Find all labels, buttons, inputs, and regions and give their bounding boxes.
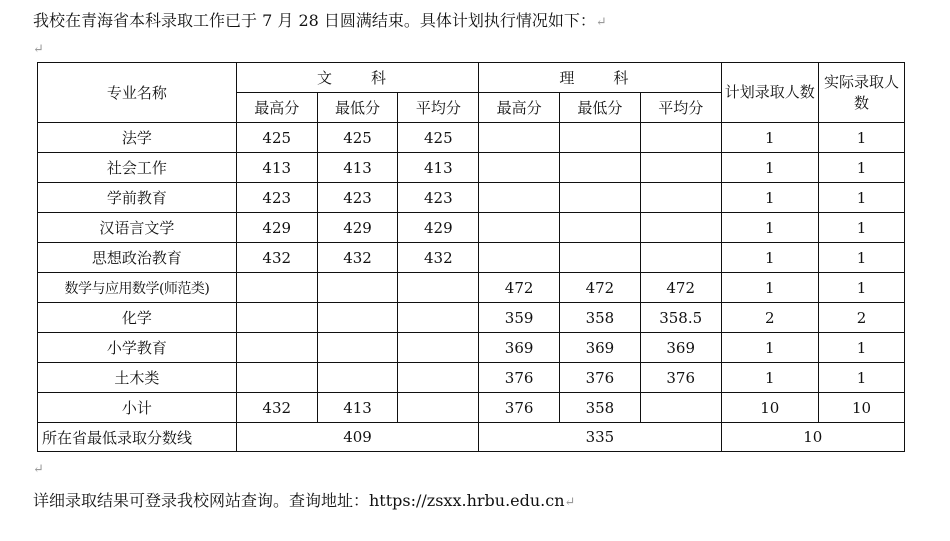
- planned-cell: 1: [721, 153, 818, 183]
- la-min-cell: [317, 333, 398, 363]
- blank-line: [33, 458, 44, 477]
- sc-min-cell: [560, 243, 641, 273]
- table-row: [38, 243, 905, 273]
- header-actual: 实际录取人数: [818, 63, 904, 123]
- header-la-min: 最低分: [317, 93, 398, 123]
- table-row: [38, 153, 905, 183]
- la-min-cell: 423: [317, 183, 398, 213]
- actual-cell: 1: [818, 123, 904, 153]
- la-max-cell: 425: [236, 123, 317, 153]
- intro-text: 我校在青海省本科录取工作已于 7 月 28 日圆满结束。具体计划执行情况如下：: [33, 11, 596, 30]
- sc-min-cell: [560, 153, 641, 183]
- sc-min-cell: 472: [560, 273, 641, 303]
- la-min-cell: 429: [317, 213, 398, 243]
- major-cell: 社会工作: [38, 153, 237, 183]
- paragraph-mark: ↵: [595, 15, 607, 30]
- la-avg-cell: [398, 273, 479, 303]
- la-avg-cell: [398, 393, 479, 423]
- sc-min-cell: 358: [560, 393, 641, 423]
- major-cell: 小学教育: [38, 333, 237, 363]
- actual-cell: 1: [818, 243, 904, 273]
- header-liberal-arts: [236, 63, 478, 93]
- sc-min-cell: [560, 123, 641, 153]
- planned-cell: 1: [721, 123, 818, 153]
- sc-avg-cell: [640, 153, 721, 183]
- sc-avg-cell: [640, 183, 721, 213]
- la-min-cell: [317, 273, 398, 303]
- baseline-science: 335: [479, 423, 721, 452]
- major-cell: 学前教育: [38, 183, 237, 213]
- header-sc-avg: 平均分: [640, 93, 721, 123]
- header-planned: 计划录取人数: [721, 63, 818, 123]
- baseline-total: 10: [721, 423, 904, 452]
- paragraph-mark: ↵: [564, 495, 576, 510]
- paragraph-mark: ↵: [33, 462, 44, 477]
- la-max-cell: [236, 363, 317, 393]
- sc-avg-cell: 376: [640, 363, 721, 393]
- actual-cell: 1: [818, 333, 904, 363]
- major-cell: 数学与应用数学(师范类): [38, 273, 237, 303]
- major-cell: 法学: [38, 123, 237, 153]
- la-min-cell: 425: [317, 123, 398, 153]
- baseline-label: 所在省最低录取分数线: [38, 423, 237, 452]
- table-row: [38, 333, 905, 363]
- la-max-cell: 413: [236, 153, 317, 183]
- actual-cell: 1: [818, 153, 904, 183]
- sc-max-cell: 376: [479, 393, 560, 423]
- sc-max-cell: [479, 243, 560, 273]
- la-max-cell: 429: [236, 213, 317, 243]
- sc-avg-cell: [640, 243, 721, 273]
- planned-cell: 1: [721, 273, 818, 303]
- paragraph-mark: ↵: [33, 42, 44, 57]
- sc-avg-cell: 369: [640, 333, 721, 363]
- la-max-cell: [236, 303, 317, 333]
- planned-cell: 1: [721, 333, 818, 363]
- footer-text: 详细录取结果可登录我校网站查询。查询地址：https://zsxx.hrbu.edu.cn: [33, 491, 565, 510]
- la-max-cell: [236, 333, 317, 363]
- la-avg-cell: [398, 363, 479, 393]
- la-avg-cell: 425: [398, 123, 479, 153]
- sc-avg-cell: [640, 123, 721, 153]
- major-cell: 思想政治教育: [38, 243, 237, 273]
- sc-avg-cell: [640, 213, 721, 243]
- actual-cell: 1: [818, 273, 904, 303]
- actual-cell: 2: [818, 303, 904, 333]
- table-row: [38, 213, 905, 243]
- table-row: [38, 303, 905, 333]
- actual-cell: 1: [818, 183, 904, 213]
- sc-min-cell: 376: [560, 363, 641, 393]
- sc-min-cell: [560, 213, 641, 243]
- la-max-cell: [236, 273, 317, 303]
- planned-cell: 2: [721, 303, 818, 333]
- sc-min-cell: 358: [560, 303, 641, 333]
- planned-cell: 1: [721, 213, 818, 243]
- table-row: [38, 183, 905, 213]
- footer-paragraph: [33, 488, 575, 511]
- la-min-cell: [317, 303, 398, 333]
- sc-min-cell: 369: [560, 333, 641, 363]
- actual-cell: 1: [818, 213, 904, 243]
- la-avg-cell: 432: [398, 243, 479, 273]
- sc-min-cell: [560, 183, 641, 213]
- la-max-cell: 432: [236, 243, 317, 273]
- intro-paragraph: [33, 8, 607, 31]
- la-min-cell: 413: [317, 153, 398, 183]
- la-max-cell: 423: [236, 183, 317, 213]
- la-avg-cell: 429: [398, 213, 479, 243]
- major-cell: 土木类: [38, 363, 237, 393]
- table-row: [38, 363, 905, 393]
- baseline-liberal-arts: 409: [236, 423, 478, 452]
- sc-avg-cell: 472: [640, 273, 721, 303]
- sc-max-cell: 369: [479, 333, 560, 363]
- header-major: 专业名称: [38, 63, 237, 123]
- sc-max-cell: 472: [479, 273, 560, 303]
- table-row: [38, 273, 905, 303]
- planned-cell: 1: [721, 183, 818, 213]
- blank-line: [33, 38, 44, 57]
- planned-cell: 1: [721, 363, 818, 393]
- table-row: [38, 393, 905, 423]
- planned-cell: 10: [721, 393, 818, 423]
- sc-max-cell: [479, 153, 560, 183]
- la-avg-cell: [398, 333, 479, 363]
- sc-max-cell: [479, 123, 560, 153]
- sc-avg-cell: [640, 393, 721, 423]
- header-liberal-arts-label: 文 科: [317, 69, 399, 87]
- major-cell: 小计: [38, 393, 237, 423]
- sc-max-cell: 376: [479, 363, 560, 393]
- la-min-cell: 432: [317, 243, 398, 273]
- sc-max-cell: 359: [479, 303, 560, 333]
- header-sc-min: 最低分: [560, 93, 641, 123]
- la-avg-cell: [398, 303, 479, 333]
- header-la-max: 最高分: [236, 93, 317, 123]
- sc-avg-cell: 358.5: [640, 303, 721, 333]
- la-avg-cell: 423: [398, 183, 479, 213]
- major-cell: 化学: [38, 303, 237, 333]
- actual-cell: 10: [818, 393, 904, 423]
- la-min-cell: 413: [317, 393, 398, 423]
- actual-cell: 1: [818, 363, 904, 393]
- planned-cell: 1: [721, 243, 818, 273]
- header-la-avg: 平均分: [398, 93, 479, 123]
- la-min-cell: [317, 363, 398, 393]
- admission-results-table: [37, 62, 905, 452]
- header-science-label: 理 科: [559, 69, 641, 87]
- sc-max-cell: [479, 213, 560, 243]
- la-avg-cell: 413: [398, 153, 479, 183]
- table-row: [38, 123, 905, 153]
- baseline-row: [38, 423, 905, 452]
- major-cell: 汉语言文学: [38, 213, 237, 243]
- header-sc-max: 最高分: [479, 93, 560, 123]
- la-max-cell: 432: [236, 393, 317, 423]
- sc-max-cell: [479, 183, 560, 213]
- header-science: [479, 63, 721, 93]
